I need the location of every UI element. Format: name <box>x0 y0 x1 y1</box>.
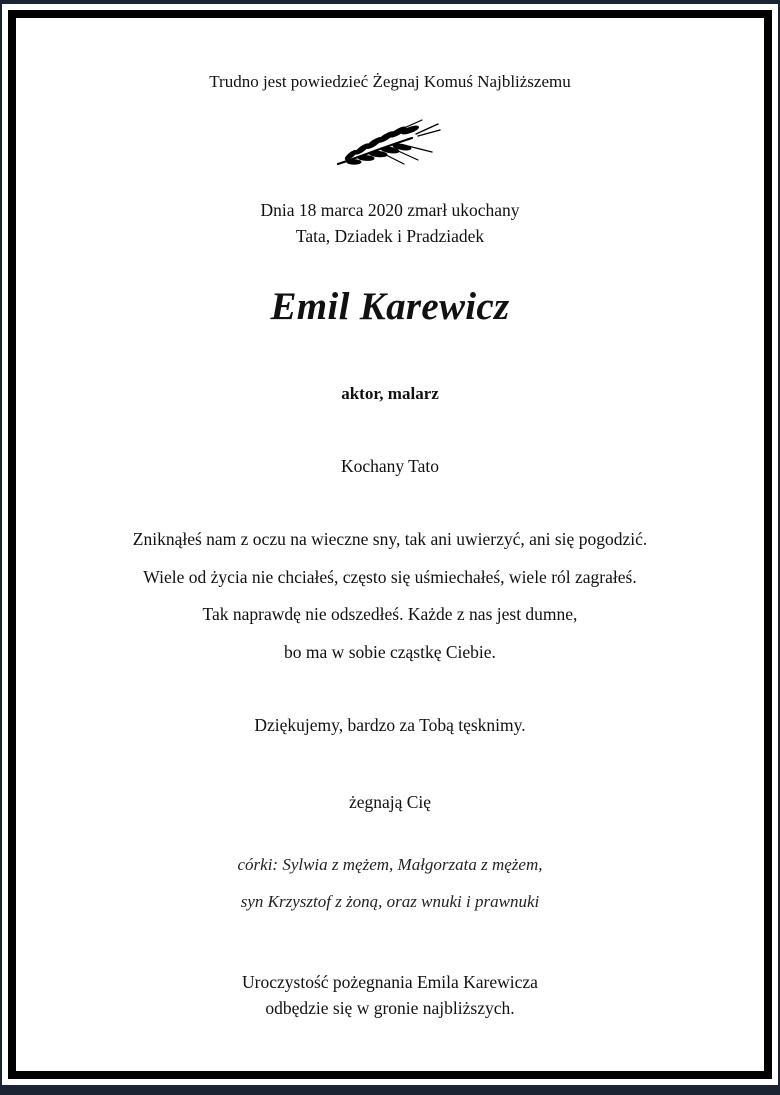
wheat-ear-icon <box>332 116 448 172</box>
motto-text: Trudno jest powiedzieć Żegnaj Komuś Najbliższemu <box>209 72 571 91</box>
family-line-2: syn Krzysztof z żoną, oraz wnuki i prawnuki <box>240 892 540 911</box>
verse-line-1: Zniknąłeś nam z oczu na wieczne sny, tak ani uwierzyć, ani się pogodzić. <box>132 529 648 549</box>
farewell-intro: żegnają Cię <box>348 792 432 812</box>
salutation: Kochany Tato <box>340 456 440 476</box>
family-line-1: córki: Sylwia z mężem, Małgorzata z mężem, <box>237 855 543 874</box>
thanks-line: Dziękujemy, bardzo za Tobą tęsknimy. <box>254 715 526 735</box>
obituary-sheet <box>2 4 778 1085</box>
announcement-line-2: Tata, Dziadek i Pradziadek <box>295 226 485 246</box>
ceremony-line-1: Uroczystość pożegnania Emila Karewicza <box>242 972 538 992</box>
deceased-name: Emil Karewicz <box>270 285 510 328</box>
announcement-line-1: Dnia 18 marca 2020 zmarł ukochany <box>260 200 520 220</box>
verse-line-3: Tak naprawdę nie odszedłeś. Każde z nas jest dumne, <box>202 604 578 624</box>
verse-line-2: Wiele od życia nie chciałeś, często się uśmiechałeś, wiele ról zagrałeś. <box>143 567 637 587</box>
ceremony-line-2: odbędzie się w gronie najbliższych. <box>265 998 515 1018</box>
deceased-profession: aktor, malarz <box>341 384 439 403</box>
obituary-content <box>32 4 748 1085</box>
verse-line-4: bo ma w sobie cząstkę Ciebie. <box>284 642 496 662</box>
